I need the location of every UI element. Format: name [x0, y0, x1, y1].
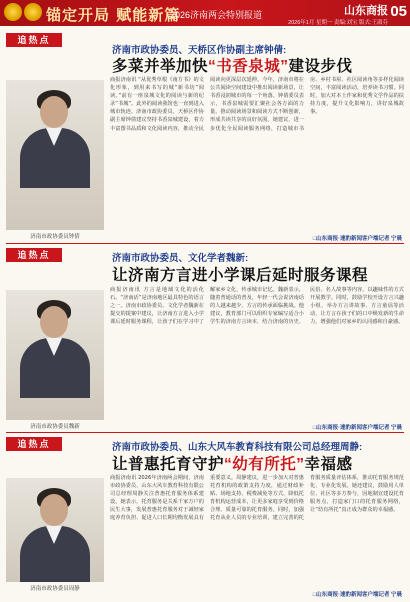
masthead-subtitle: 2026济南两会特别报道	[170, 10, 263, 20]
article-headline: 让普惠托育守护“幼有所托”幸福感	[112, 456, 353, 473]
brand-name: 山东商报	[344, 5, 388, 17]
article-kicker: 济南市政协委员、天桥区作协副主席钟倩:	[112, 45, 287, 56]
article-kicker: 济南市政协委员、山东大风车教育科技有限公司总经理周静:	[112, 442, 363, 453]
photo-caption: 济南市政协委员周静	[30, 586, 80, 592]
section-tag: 追热点	[6, 248, 62, 262]
article-photo	[6, 290, 104, 420]
divider	[6, 432, 404, 433]
masthead	[0, 0, 410, 26]
article-body: 商报济南讯 2026年济南两会期间，济南市政协委员、山东大风车教育科技有限公司总经理周静关注普惠托育服务体系建设。她表示，托育服务是关系千家万户的民生大事，发展普惠托育服务对于减轻家庭养育负担、促进人口长期均衡发展具有重要意义。周静建议，进一步加大对普惠托育机构的政策支持力度，通过财政补贴、场地支持、税费减免等方式，降低托育机构运营成本，让更多家庭享受到价格合理、质量可靠的托育服务。同时，加强托育从业人员的专业培训，建立完善的托育服务质量评估体系，推动托育服务规范化、专业化发展。她还建议，鼓励用人单位、社区等多方参与，因地制宜建设托育服务点，打造家门口的托育服务网络，让“幼有所托”真正成为群众的幸福感。	[110, 475, 404, 522]
article-photo	[6, 478, 104, 582]
photo-caption: 济南市政协委员钟倩	[30, 234, 80, 240]
article-headline: 让济南方言进小学课后延时服务课程	[112, 267, 369, 284]
masthead-brand-block	[288, 2, 388, 26]
article-kicker: 济南市政协委员、文化学者魏新:	[112, 253, 249, 264]
page-number: 05	[390, 3, 407, 20]
article-credit: □山东商报·速豹新闻客户端记者 宁晨	[312, 425, 402, 431]
masthead-title: 锚定开局 赋能新篇	[46, 6, 181, 24]
emblem-icon	[24, 3, 42, 21]
section-tag: 追热点	[6, 437, 62, 451]
divider	[6, 243, 404, 244]
emblem-icon	[4, 3, 22, 21]
article-headline: 多菜并举加快“书香泉城”建设步伐	[112, 58, 353, 75]
section-tag: 追热点	[6, 33, 62, 47]
photo-caption: 济南市政协委员魏新	[30, 424, 80, 430]
issue-date: 2026年1月 星期一 责编:刘宝 版式:王淑芬	[288, 20, 388, 26]
article-body: 商报济南讯 “从优秀草根《南方书》的文化形象，到用来书写的城“新书坊”阅读。”前有一座泉城文化的阅读与新的纪录“书城”。此外的阅读我馆也一直到进入城市轨迹。济南市政协委员、天桥区作协副主席钟倩建议坚持书香泉城建设，着力丰富图书品质和文化阅读内容，推动全民阅读向更深层次延伸。今年，济南市将在公共阅读空间建设中推出阅读新场景，让书香浸润城市的每一个角落。钟倩委员表示，书香泉城需要汇聚社会各方面的力量，推动阅读场景和阅读方式不断创新，形成共读共享的良好氛围。她建议，进一步优化全民阅读服务网络，打造城市书房、乡村书屋、社区阅读角等多样化阅读空间，丰富阅读活动，培养读书习惯。同时，加大对本土作家和优秀文学作品的扶持力度，提升文化影响力，讲好泉城故事。	[110, 77, 404, 132]
article-credit: □山东商报·速豹新闻客户端记者 宁晨	[312, 236, 402, 242]
article-body: 商报济南讯 方言是地域文化的活化石。“济南话”是济南地区最具特色的语言之一。济南市政协委员、文化学者魏新在提交的提案中建议，让济南方言进入小学课后延时服务课程，让孩子们在学习中了解家乡文化，传承城市记忆。魏新表示，随着普通话的普及，年轻一代会说济南话的人越来越少，方言的传承面临挑战。他建议，教育部门可以组织专家编写适合小学生的济南方言读本，结合济南的历史、民俗、名人故事等内容，以趣味性的方式开展教学。同时，鼓励学校开设方言兴趣小组，举办方言讲故事、方言童谣等活动，让方言在孩子们的口中焕发新的生命力，增强他们对家乡的认同感和自豪感。	[110, 287, 404, 326]
article-credit: □山东商报·速豹新闻客户端记者 宁晨	[312, 592, 402, 598]
article-photo	[6, 80, 104, 230]
